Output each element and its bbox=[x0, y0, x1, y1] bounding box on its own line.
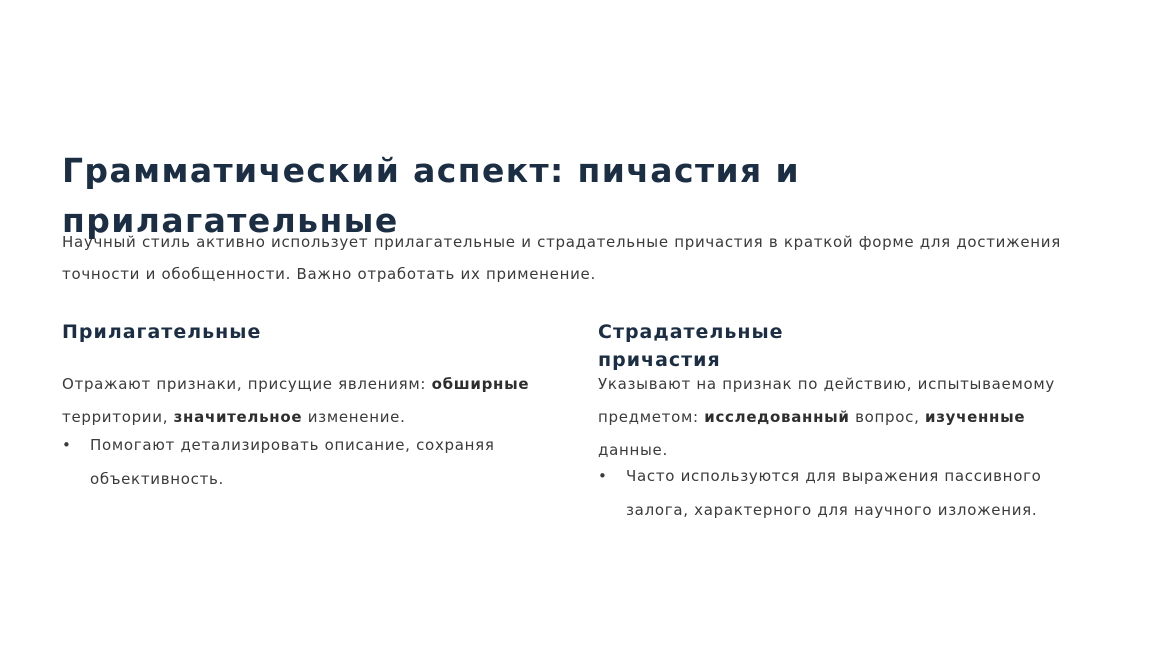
participles-example-2: изученные bbox=[925, 408, 1026, 426]
participles-text-suffix: данные. bbox=[598, 441, 668, 459]
participles-text-prefix: Указывают на признак по действию, испытываемому предметом: bbox=[598, 375, 1055, 426]
adjectives-text-mid: территории, bbox=[62, 408, 174, 426]
adjectives-bullet-text: Помогают детализировать описание, сохраняя объективность. bbox=[90, 436, 495, 488]
bullet-dot-icon: • bbox=[62, 436, 72, 454]
bullet-dot-icon: • bbox=[598, 467, 608, 485]
adjectives-text-suffix: изменение. bbox=[302, 408, 406, 426]
adjectives-example-1: обширные bbox=[431, 375, 530, 393]
adjectives-example-2: значительное bbox=[173, 408, 303, 426]
participles-example-1: исследованный bbox=[704, 408, 850, 426]
intro-paragraph: Научный стиль активно использует прилагательные и страдательные причастия в краткой форме для достижения точности и обобщенности. Важно отработать их применение. bbox=[62, 233, 1061, 283]
participles-description bbox=[598, 368, 1088, 467]
participles-bullet-item bbox=[598, 459, 1088, 527]
adjectives-heading: Прилагательные bbox=[62, 321, 262, 343]
participles-bullet-text: Часто используются для выражения пассивного залога, характерного для научного изложения. bbox=[626, 467, 1042, 519]
adjectives-description bbox=[62, 368, 562, 434]
participles-heading: Страдательные причастия bbox=[598, 321, 784, 371]
slide-title: Грамматический аспект: пичастия и прилагательные bbox=[62, 151, 800, 240]
adjectives-bullet-item bbox=[62, 428, 562, 496]
participles-column bbox=[598, 318, 1088, 527]
adjectives-column bbox=[62, 318, 562, 496]
participles-text-mid: вопрос, bbox=[849, 408, 925, 426]
adjectives-text-prefix: Отражают признаки, присущие явлениям: bbox=[62, 375, 432, 393]
